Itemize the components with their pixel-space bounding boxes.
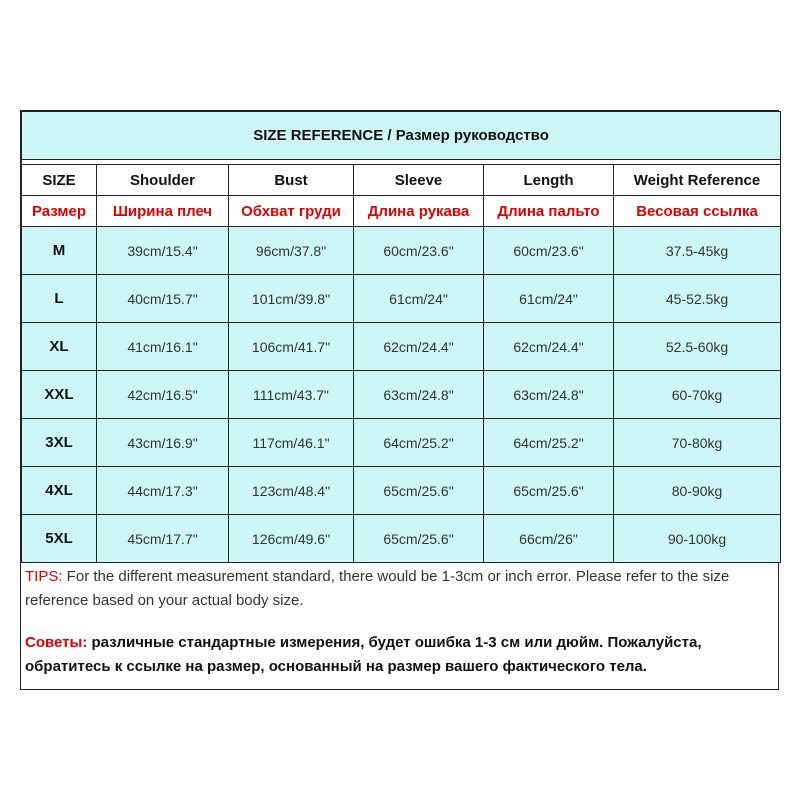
table-row <box>22 227 781 275</box>
sleeve-cell: 60cm/23.6" <box>354 227 484 275</box>
header-length-ru: Длина пальто <box>484 196 614 227</box>
header-bust: Bust <box>229 165 354 196</box>
table-row <box>22 371 781 419</box>
bust-cell: 117cm/46.1" <box>229 419 354 467</box>
size-cell: 3XL <box>22 419 97 467</box>
size-cell: 4XL <box>22 467 97 515</box>
length-cell: 63cm/24.8" <box>484 371 614 419</box>
length-cell: 61cm/24" <box>484 275 614 323</box>
header-row-en <box>22 165 781 196</box>
sleeve-cell: 65cm/25.6" <box>354 515 484 563</box>
weight-cell: 52.5-60kg <box>614 323 781 371</box>
header-row-ru <box>22 196 781 227</box>
shoulder-cell: 44cm/17.3" <box>97 467 229 515</box>
header-shoulder-ru: Ширина плеч <box>97 196 229 227</box>
weight-cell: 45-52.5kg <box>614 275 781 323</box>
shoulder-cell: 42cm/16.5" <box>97 371 229 419</box>
header-weight: Weight Reference <box>614 165 781 196</box>
tips-text-ru: различные стандартные измерения, будет ошибка 1-3 см или дюйм. Пожалуйста, обратитесь к ссылке на размер, основанный на размер вашего фактического тела. <box>25 634 702 675</box>
size-cell: M <box>22 227 97 275</box>
bust-cell: 111cm/43.7" <box>229 371 354 419</box>
bust-cell: 106cm/41.7" <box>229 323 354 371</box>
tips-label-ru: Советы: <box>25 634 88 651</box>
weight-cell: 60-70kg <box>614 371 781 419</box>
table-row <box>22 515 781 563</box>
shoulder-cell: 39cm/15.4" <box>97 227 229 275</box>
shoulder-cell: 45cm/17.7" <box>97 515 229 563</box>
size-cell: XL <box>22 323 97 371</box>
size-table <box>21 111 781 563</box>
header-weight-ru: Весовая ссылка <box>614 196 781 227</box>
sleeve-cell: 61cm/24" <box>354 275 484 323</box>
header-size: SIZE <box>22 165 97 196</box>
length-cell: 60cm/23.6" <box>484 227 614 275</box>
header-bust-ru: Обхват груди <box>229 196 354 227</box>
sleeve-cell: 62cm/24.4" <box>354 323 484 371</box>
table-row <box>22 275 781 323</box>
header-sleeve-ru: Длина рукава <box>354 196 484 227</box>
weight-cell: 90-100kg <box>614 515 781 563</box>
length-cell: 62cm/24.4" <box>484 323 614 371</box>
size-cell: 5XL <box>22 515 97 563</box>
size-cell: XXL <box>22 371 97 419</box>
tips-english <box>21 563 778 613</box>
length-cell: 66cm/26" <box>484 515 614 563</box>
weight-cell: 70-80kg <box>614 419 781 467</box>
table-row <box>22 323 781 371</box>
header-shoulder: Shoulder <box>97 165 229 196</box>
tips-russian <box>21 613 778 679</box>
bust-cell: 123cm/48.4" <box>229 467 354 515</box>
header-size-ru: Размер <box>22 196 97 227</box>
header-length: Length <box>484 165 614 196</box>
length-cell: 65cm/25.6" <box>484 467 614 515</box>
shoulder-cell: 40cm/15.7" <box>97 275 229 323</box>
size-cell: L <box>22 275 97 323</box>
length-cell: 64cm/25.2" <box>484 419 614 467</box>
size-chart <box>20 110 779 690</box>
bust-cell: 101cm/39.8" <box>229 275 354 323</box>
tips-label: TIPS: <box>25 568 63 585</box>
shoulder-cell: 43cm/16.9" <box>97 419 229 467</box>
sleeve-cell: 63cm/24.8" <box>354 371 484 419</box>
tips-text: For the different measurement standard, there would be 1-3cm or inch error. Please refer to the size reference based on your actual body size. <box>25 568 730 609</box>
shoulder-cell: 41cm/16.1" <box>97 323 229 371</box>
weight-cell: 37.5-45kg <box>614 227 781 275</box>
weight-cell: 80-90kg <box>614 467 781 515</box>
table-title: SIZE REFERENCE / Размер руководство <box>22 112 781 160</box>
sleeve-cell: 65cm/25.6" <box>354 467 484 515</box>
table-row <box>22 419 781 467</box>
sleeve-cell: 64cm/25.2" <box>354 419 484 467</box>
table-row <box>22 467 781 515</box>
header-sleeve: Sleeve <box>354 165 484 196</box>
bust-cell: 126cm/49.6" <box>229 515 354 563</box>
bust-cell: 96cm/37.8" <box>229 227 354 275</box>
